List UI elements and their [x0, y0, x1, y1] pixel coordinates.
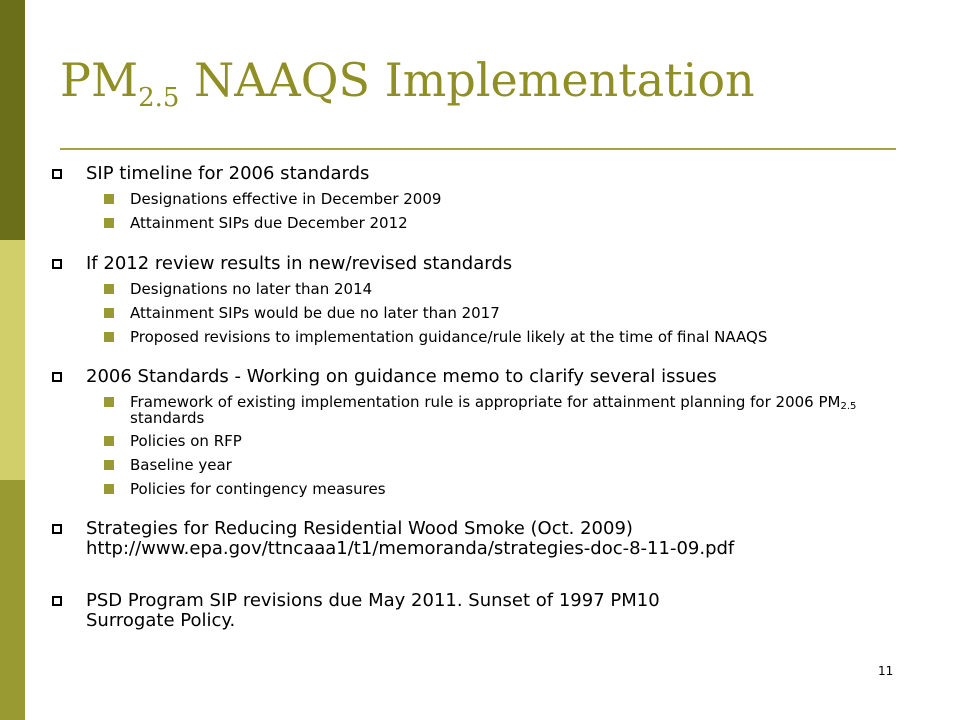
square-bullet-icon: [104, 484, 114, 494]
pm-subscript: 2.5: [840, 401, 857, 412]
sidebar-accent: [0, 0, 25, 720]
slide-title: [60, 50, 755, 113]
sub-bullet-text: Attainment SIPs due December 2012: [130, 214, 408, 232]
sub-bullet-text: Designations effective in December 2009: [130, 190, 442, 208]
sub-bullet-text: Policies on RFP: [130, 432, 242, 450]
title-divider: [60, 148, 896, 150]
square-bullet-icon: [52, 372, 62, 382]
square-bullet-icon: [104, 397, 114, 407]
square-bullet-icon: [104, 218, 114, 228]
sidebar-band-bottom: [0, 480, 25, 720]
sub-bullet-text-part: Framework of existing implementation rule is appropriate for attainment planning for 2006 PM: [130, 393, 841, 411]
page-number: 11: [878, 664, 894, 678]
sub-bullet-text-part: standards: [130, 409, 205, 427]
bullet-text: If 2012 review results in new/revised standards: [86, 253, 513, 274]
bullet-text: SIP timeline for 2006 standards: [86, 163, 370, 184]
bullet-text: PSD Program SIP revisions due May 2011. Sunset of 1997 PM10: [86, 590, 660, 611]
square-bullet-icon: [52, 524, 62, 534]
square-bullet-icon: [52, 596, 62, 606]
title-rest: NAAQS Implementation: [179, 53, 755, 107]
square-bullet-icon: [104, 308, 114, 318]
title-subscript: 2.5: [138, 83, 180, 113]
sub-bullet: [48, 481, 908, 497]
bullet-sip-timeline: [48, 164, 908, 184]
bullet-2012-review: [48, 254, 908, 274]
sub-bullet-text: Attainment SIPs would be due no later than 2017: [130, 304, 500, 322]
bullet-text: Strategies for Reducing Residential Wood Smoke (Oct. 2009): [86, 518, 633, 539]
sub-bullet: [48, 215, 908, 231]
square-bullet-icon: [104, 460, 114, 470]
bullet-text-continued: Surrogate Policy.: [86, 610, 236, 631]
sidebar-band-top: [0, 0, 25, 240]
slide-body: [48, 158, 908, 631]
sub-bullet: [48, 191, 908, 207]
square-bullet-icon: [104, 332, 114, 342]
sub-bullet: [48, 305, 908, 321]
sub-bullet: [48, 281, 908, 297]
sub-bullet-text: Designations no later than 2014: [130, 280, 373, 298]
square-bullet-icon: [104, 436, 114, 446]
sub-bullet-text: [130, 393, 856, 427]
sub-bullet: [48, 394, 880, 426]
title-main: PM: [60, 53, 139, 107]
bullet-text: 2006 Standards - Working on guidance memo to clarify several issues: [86, 366, 717, 387]
sub-bullet: [48, 433, 908, 449]
sub-bullet: [48, 329, 880, 345]
wood-smoke-link[interactable]: http://www.epa.gov/ttncaaa1/t1/memoranda/strategies-doc-8-11-09.pdf: [86, 538, 735, 559]
bullet-psd-program: [48, 591, 908, 631]
square-bullet-icon: [52, 169, 62, 179]
sub-bullet-text: Proposed revisions to implementation guidance/rule likely at the time of final NAAQS: [130, 328, 768, 346]
bullet-2006-standards: [48, 367, 908, 387]
square-bullet-icon: [52, 259, 62, 269]
square-bullet-icon: [104, 284, 114, 294]
sub-bullet-text: Policies for contingency measures: [130, 480, 386, 498]
sub-bullet-text: Baseline year: [130, 456, 232, 474]
sub-bullet: [48, 457, 908, 473]
square-bullet-icon: [104, 194, 114, 204]
bullet-wood-smoke: [48, 519, 908, 559]
sidebar-band-middle: [0, 240, 25, 480]
